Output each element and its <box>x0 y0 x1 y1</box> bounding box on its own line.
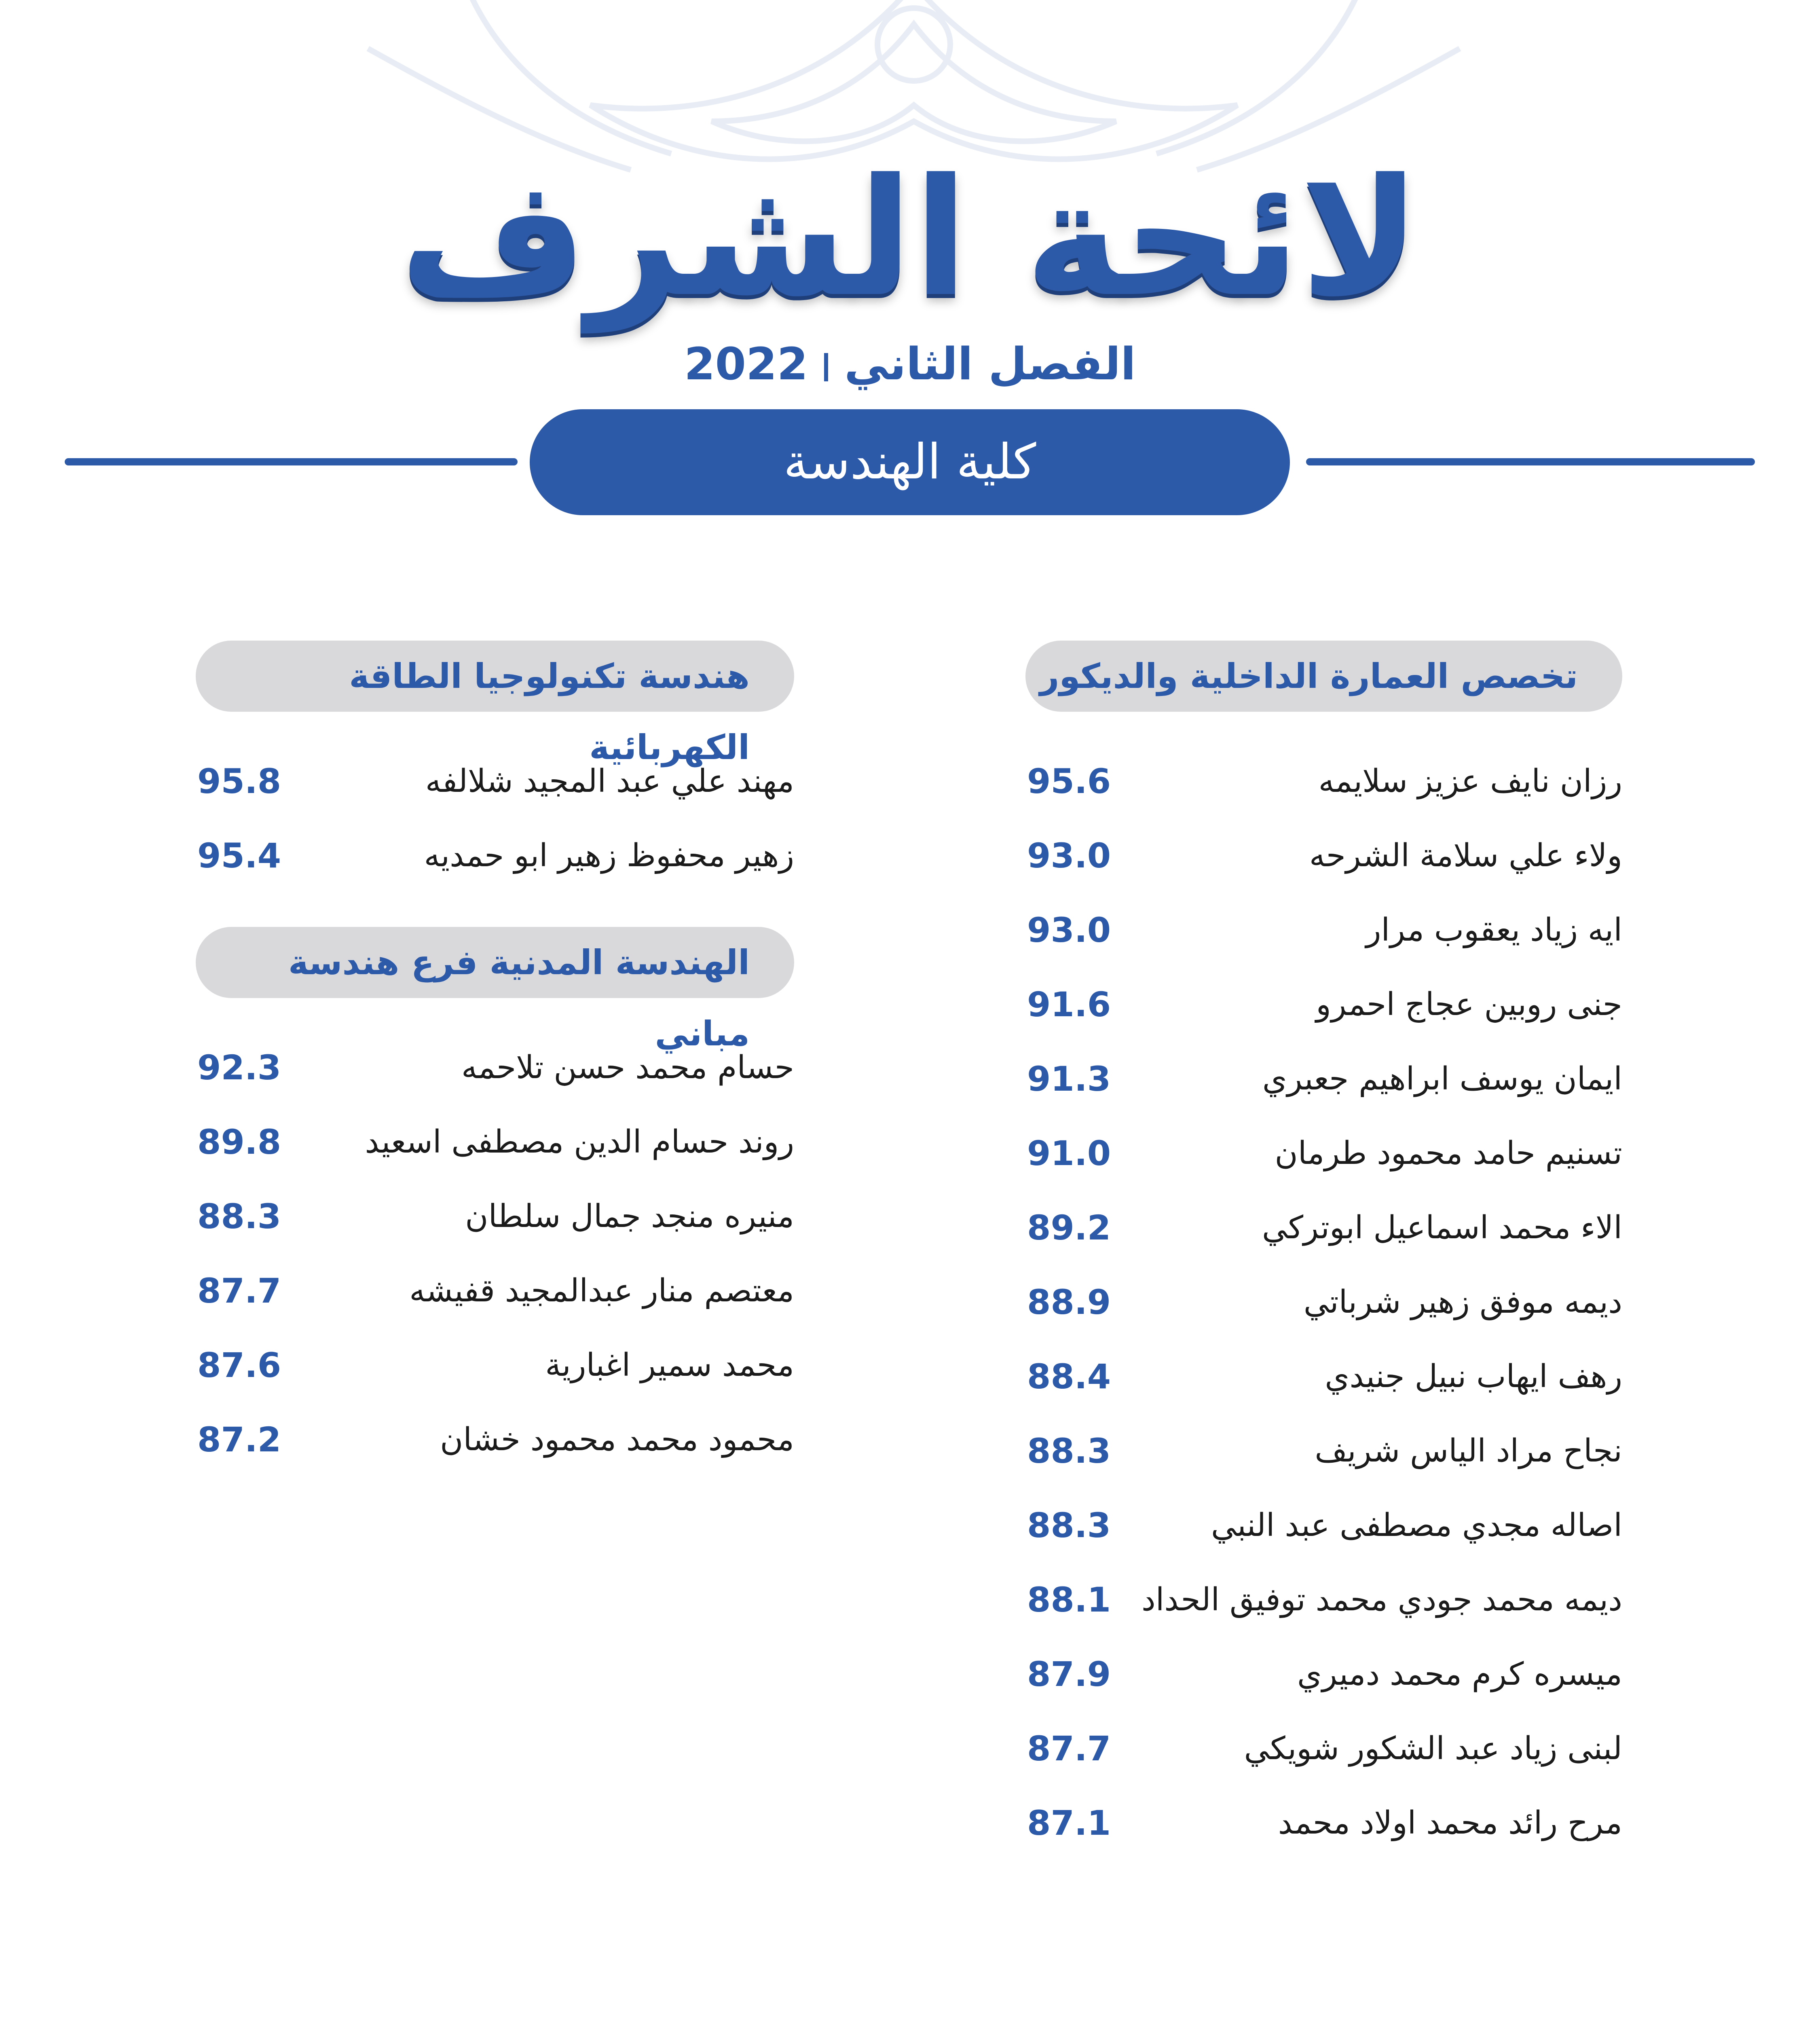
divider-right <box>1306 458 1755 465</box>
list-item <box>1027 1191 1622 1265</box>
student-score: 91.3 <box>1027 1059 1111 1099</box>
student-name: مهند علي عبد المجيد شلالفه <box>425 763 794 799</box>
student-name: مرح رائد محمد اولاد محمد <box>1278 1805 1622 1841</box>
list-item <box>197 819 794 893</box>
student-score: 89.2 <box>1027 1208 1111 1248</box>
list-item <box>1027 1786 1622 1860</box>
section-title-electrical: هندسة تكنولوجيا الطاقة الكهربائية <box>196 641 794 712</box>
college-banner: كلية الهندسة <box>530 409 1290 515</box>
student-name: محمد سمير اغبارية <box>545 1347 794 1383</box>
list-item <box>1027 1414 1622 1488</box>
student-score: 88.4 <box>1027 1357 1111 1396</box>
student-score: 88.1 <box>1027 1580 1111 1620</box>
list-item <box>1027 1563 1622 1637</box>
student-name: نجاح مراد الياس شريف <box>1315 1433 1622 1469</box>
list-item <box>1027 744 1622 819</box>
student-name: ايه زياد يعقوب مرار <box>1366 912 1622 948</box>
student-score: 87.7 <box>197 1271 281 1311</box>
student-name: ايمان يوسف ابراهيم جعبري <box>1262 1061 1622 1097</box>
student-score: 87.2 <box>197 1420 281 1459</box>
student-name: ولاء علي سلامة الشرحه <box>1309 838 1622 874</box>
list-item <box>197 1402 794 1477</box>
list-item <box>1027 819 1622 893</box>
list-item <box>197 1254 794 1328</box>
student-score: 91.6 <box>1027 985 1111 1024</box>
list-item <box>1027 1711 1622 1786</box>
student-score: 88.3 <box>1027 1506 1111 1545</box>
student-score: 87.9 <box>1027 1654 1111 1694</box>
student-name: منيره منجد جمال سلطان <box>465 1198 794 1235</box>
student-name: زهير محفوظ زهير ابو حمديه <box>424 838 794 874</box>
student-score: 93.0 <box>1027 910 1111 950</box>
student-score: 87.6 <box>197 1345 281 1385</box>
student-name: لبنى زياد عبد الشكور شويكي <box>1244 1730 1622 1767</box>
list-item <box>1027 893 1622 967</box>
student-score: 95.4 <box>197 836 281 876</box>
list-item <box>197 1030 794 1105</box>
list-item <box>1027 1042 1622 1116</box>
student-name: جنى روبين عجاج احمرو <box>1316 986 1622 1023</box>
student-score: 88.3 <box>1027 1431 1111 1471</box>
list-item <box>197 1179 794 1254</box>
student-name: حسام محمد حسن تلاحمه <box>461 1049 794 1086</box>
list-item <box>1027 967 1622 1042</box>
student-score: 88.9 <box>1027 1282 1111 1322</box>
year-label: 2022 <box>684 338 808 390</box>
student-name: محمود محمد محمود خشان <box>440 1421 794 1458</box>
student-name: الاء محمد اسماعيل ابوتركي <box>1262 1210 1622 1246</box>
student-score: 92.3 <box>197 1048 281 1087</box>
student-name: معتصم منار عبدالمجيد قفيشه <box>409 1273 794 1309</box>
semester-subtitle <box>0 332 1820 396</box>
student-score: 93.0 <box>1027 836 1111 876</box>
separator <box>824 353 828 381</box>
list-item <box>1027 1339 1622 1414</box>
student-score: 87.1 <box>1027 1803 1111 1843</box>
list-item <box>1027 1116 1622 1191</box>
section-title-civil: الهندسة المدنية فرع هندسة مباني <box>196 927 794 998</box>
student-name: رزان نايف عزيز سلايمه <box>1318 763 1622 799</box>
student-name: اصاله مجدي مصطفى عبد النبي <box>1211 1507 1622 1544</box>
student-score: 87.7 <box>1027 1729 1111 1768</box>
list-item <box>197 744 794 819</box>
student-name: تسنيم حامد محمود طرمان <box>1275 1135 1622 1172</box>
student-score: 91.0 <box>1027 1134 1111 1173</box>
student-score: 95.6 <box>1027 761 1111 801</box>
page-title: لائحة الشرف <box>399 144 1421 332</box>
list-item <box>197 1328 794 1402</box>
student-score: 89.8 <box>197 1122 281 1162</box>
student-name: ميسره كرم محمد دميري <box>1297 1656 1622 1692</box>
student-name: روند حسام الدين مصطفى اسعيد <box>365 1124 794 1160</box>
list-item <box>197 1105 794 1179</box>
student-name: رهف ايهاب نبيل جنيدي <box>1325 1358 1622 1395</box>
student-name: ديمه موفق زهير شرباتي <box>1303 1284 1622 1320</box>
list-item <box>1027 1637 1622 1711</box>
student-score: 95.8 <box>197 761 281 801</box>
section-title-interior: تخصص العمارة الداخلية والديكور <box>1025 641 1622 712</box>
semester-label: الفصل الثاني <box>844 338 1136 390</box>
divider-left <box>65 458 518 465</box>
student-score: 88.3 <box>197 1197 281 1236</box>
list-item <box>1027 1265 1622 1339</box>
list-item <box>1027 1488 1622 1563</box>
student-name: ديمه محمد جودي محمد توفيق الحداد <box>1141 1582 1622 1618</box>
